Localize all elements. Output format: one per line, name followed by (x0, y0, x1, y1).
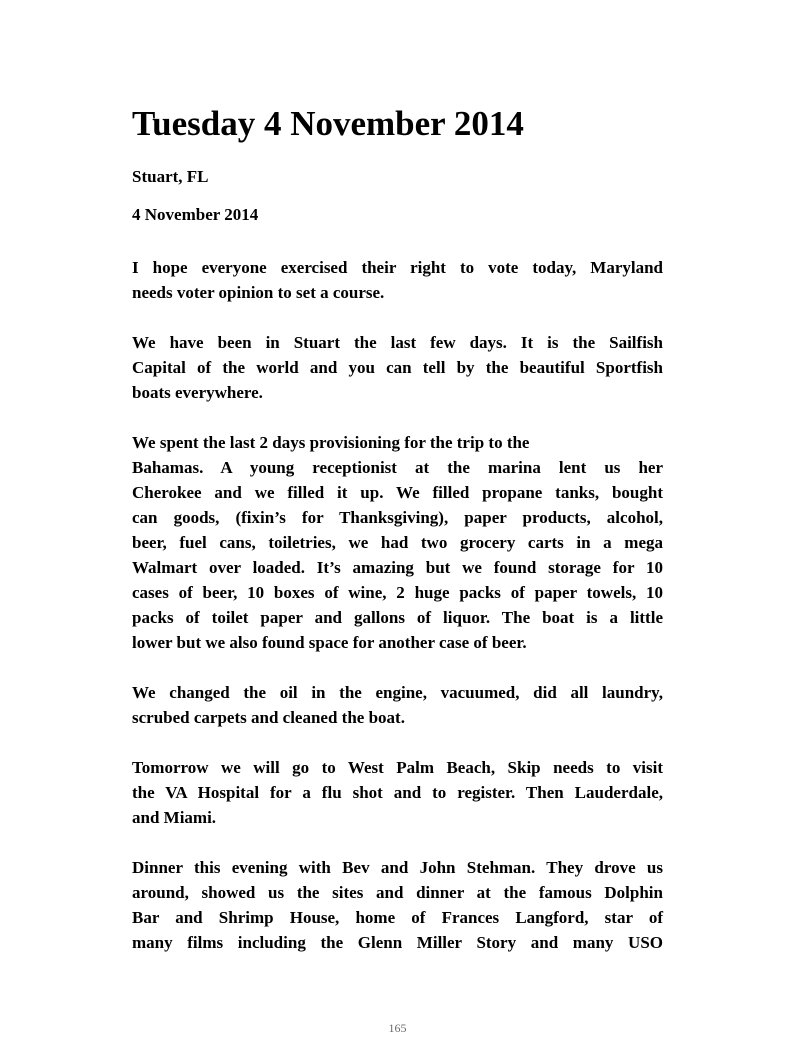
text-line: lower but we also found space for another case of beer. (132, 633, 527, 652)
paragraph-provisioning (132, 430, 663, 655)
text-line: Cherokee and we filled it up. We filled propane tanks, bought (132, 483, 663, 502)
text-line: scrubed carpets and cleaned the boat. (132, 708, 405, 727)
text-line: can goods, (fixin’s for Thanksgiving), paper products, alcohol, (132, 508, 663, 527)
text-line: cases of beer, 10 boxes of wine, 2 huge packs of paper towels, 10 (132, 583, 663, 602)
text-line: Bar and Shrimp House, home of Frances Langford, star of (132, 908, 663, 927)
page-number: 165 (388, 1021, 407, 1035)
paragraph-tomorrow (132, 755, 663, 830)
text-line: many films including the Glenn Miller Story and many USO (132, 933, 663, 952)
text-line: beer, fuel cans, toiletries, we had two grocery carts in a mega (132, 533, 663, 552)
text-line: Bahamas. A young receptionist at the marina lent us her (132, 458, 663, 477)
text-line: We changed the oil in the engine, vacuumed, did all laundry, (132, 683, 663, 702)
paragraph-chores (132, 680, 663, 730)
text-line: Dinner this evening with Bev and John Stehman. They drove us (132, 858, 663, 877)
text-line: We have been in Stuart the last few days. It is the Sailfish (132, 333, 663, 352)
text-line: around, showed us the sites and dinner at the famous Dolphin (132, 883, 663, 902)
page-title: Tuesday 4 November 2014 (132, 104, 524, 143)
text-line: I hope everyone exercised their right to vote today, Maryland (132, 258, 663, 277)
text-line: the VA Hospital for a flu shot and to register. Then Lauderdale, (132, 783, 663, 802)
text-line: We spent the last 2 days provisioning for the trip to the (132, 433, 530, 452)
text-line: Walmart over loaded. It’s amazing but we found storage for 10 (132, 558, 663, 577)
paragraph-dinner (132, 855, 663, 955)
paragraph-stuart (132, 330, 663, 405)
text-line: Tomorrow we will go to West Palm Beach, Skip needs to visit (132, 758, 663, 777)
location-line: Stuart, FL (132, 167, 209, 186)
text-line: Capital of the world and you can tell by the beautiful Sportfish (132, 358, 663, 377)
date-line: 4 November 2014 (132, 205, 259, 224)
text-line: boats everywhere. (132, 383, 263, 402)
paragraph-vote (132, 255, 663, 305)
text-line: needs voter opinion to set a course. (132, 283, 385, 302)
text-line: packs of toilet paper and gallons of liquor. The boat is a little (132, 608, 663, 627)
text-line: and Miami. (132, 808, 217, 827)
